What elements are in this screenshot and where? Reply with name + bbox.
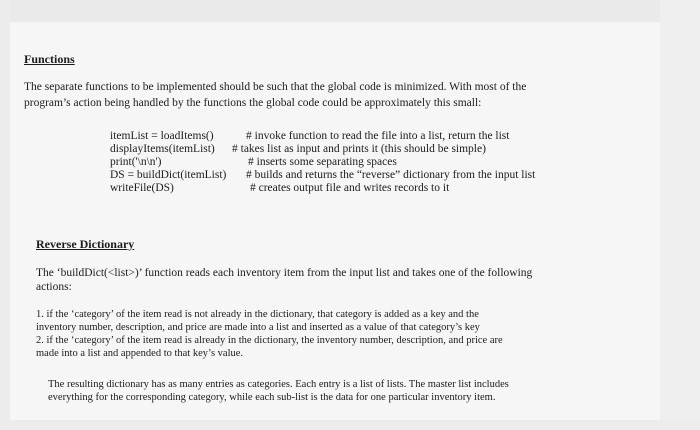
code-comment: # invoke function to read the file into a list, return the list xyxy=(246,130,510,142)
code-statement: print('\n\n') xyxy=(110,156,162,168)
summary-line-1: The resulting dictionary has as many entries as categories. Each entry is a list of lists. The master list includes xyxy=(48,379,509,390)
screenshot-border-right xyxy=(660,0,700,430)
screenshot-border-top xyxy=(0,0,700,22)
code-statement: itemList = loadItems() xyxy=(110,130,214,142)
code-comment: # creates output file and writes records to it xyxy=(250,182,450,194)
screenshot-border-bottom xyxy=(0,420,700,430)
reverse-dict-intro-line-1: The ‘buildDict(<list>)’ function reads each inventory item from the input list and takes one of the following xyxy=(36,267,533,279)
reverse-dict-intro-line-2: actions: xyxy=(36,281,72,293)
code-statement: displayItems(itemList) xyxy=(110,143,215,155)
functions-intro-line-1: The separate functions to be implemented should be such that the global code is minimized. With most of the xyxy=(24,81,527,93)
screenshot-border-left xyxy=(0,0,10,430)
rule-1-line-1: 1. if the ‘category’ of the item read is not already in the dictionary, that category is added as a key and the xyxy=(36,309,479,320)
reverse-dictionary-heading: Reverse Dictionary xyxy=(36,237,135,251)
rule-2-line-2: made into a list and appended to that key’s value. xyxy=(36,348,244,359)
code-statement: DS = buildDict(itemList) xyxy=(110,169,227,181)
code-comment: # builds and returns the “reverse” dictionary from the input list xyxy=(246,169,536,181)
summary-line-2: everything for the corresponding category, while each sub-list is the data for one particular inventory item. xyxy=(48,392,496,403)
code-comment: # inserts some separating spaces xyxy=(248,156,397,168)
functions-heading: Functions xyxy=(24,52,75,66)
functions-intro-line-2: program’s action being handled by the functions the global code could be approximately this small: xyxy=(24,97,482,109)
rule-1-line-2: inventory number, description, and price are made into a list and inserted as a value of that category’s key xyxy=(36,322,480,333)
code-statement: writeFile(DS) xyxy=(110,182,174,194)
rule-2-line-1: 2. if the ‘category’ of the item read is already in the dictionary, the inventory number, description, and price are xyxy=(36,335,503,346)
code-comment: # takes list as input and prints it (this should be simple) xyxy=(232,143,486,155)
